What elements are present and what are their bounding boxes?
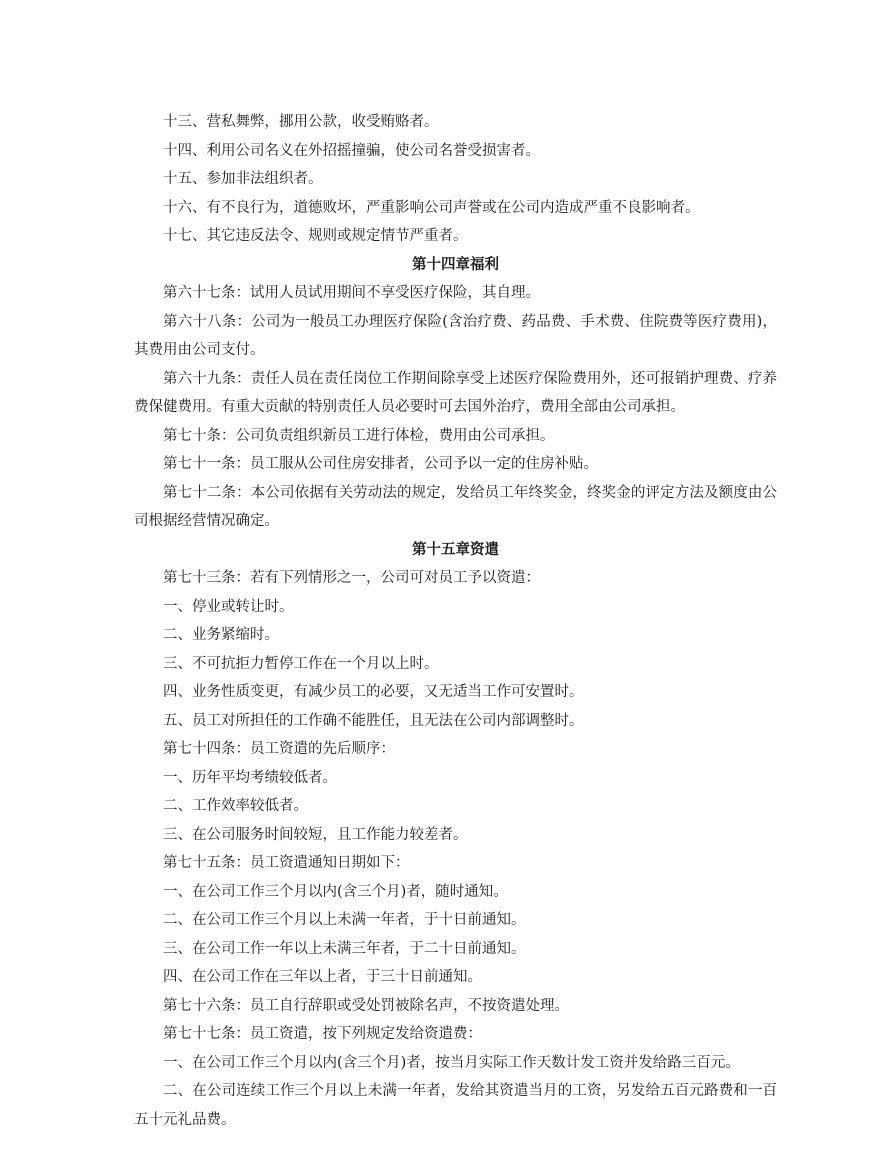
paragraph: 第七十三条：若有下列情形之一，公司可对员工予以资遣：: [163, 570, 540, 586]
paragraph: 二、工作效率较低者。: [163, 798, 308, 814]
paragraph: 三、不可抗拒力暂停工作在一个月以上时。: [163, 655, 439, 672]
paragraph: 一、在公司工作三个月以内(含三个月)者，按当月实际工作天数计发工资并发给路三百元。: [163, 1054, 740, 1071]
paragraph: 第七十一条：员工服从公司住房安排者，公司予以一定的住房补贴。: [163, 456, 598, 472]
paragraph: 第七十五条：员工资遣通知日期如下：: [163, 855, 410, 871]
paragraph: 第七十七条：员工资遣，按下列规定发给资遣费：: [163, 1026, 482, 1042]
paragraph: 十七、其它违反法令、规则或规定情节严重者。: [163, 228, 468, 244]
paragraph: 三、在公司工作一年以上未满三年者，于二十日前通知。: [163, 940, 526, 957]
paragraph: 二、业务紧缩时。: [163, 627, 279, 643]
paragraph: 一、在公司工作三个月以内(含三个月)者，随时通知。: [163, 883, 508, 900]
paragraph: 第六十九条：责任人员在责任岗位工作期间除享受上述医疗保险费用外，还可报销护理费、疗养费保健费用。有重大贡献的特别责任人员必要时可去国外治疗，费用全部由公司承担。: [134, 370, 777, 415]
paragraph: 第七十二条：本公司依据有关劳动法的规定，发给员工年终奖金，终奖金的评定方法及额度由公司根据经营情况确定。: [134, 484, 777, 529]
paragraph: 十三、营私舞弊，挪用公款，收受贿赂者。: [163, 114, 439, 130]
document-body: [134, 108, 777, 1134]
paragraph: 第七十六条：员工自行辞职或受处罚被除名声，不按资遣处理。: [163, 997, 569, 1014]
paragraph: 十六、有不良行为，道德败坏，严重影响公司声誉或在公司内造成严重不良影响者。: [163, 199, 700, 216]
paragraph: 第六十七条：试用人员试用期间不享受医疗保险，其自理。: [163, 285, 540, 301]
paragraph: 一、历年平均考绩较低者。: [163, 769, 337, 786]
chapter-heading: 第十五章资遣: [412, 541, 499, 558]
paragraph: 四、在公司工作在三年以上者，于三十日前通知。: [163, 969, 482, 985]
paragraph: 三、在公司服务时间较短，且工作能力较差者。: [163, 826, 468, 843]
chapter-heading: 第十四章福利: [412, 256, 499, 273]
paragraph: 十五、参加非法组织者。: [163, 171, 323, 187]
paragraph: 五、员工对所担任的工作确不能胜任，且无法在公司内部调整时。: [163, 712, 584, 729]
paragraph: 第六十八条：公司为一般员工办理医疗保险(含治疗费、药品费、手术费、住院费等医疗费用)，其费用由公司支付。: [134, 313, 777, 358]
paragraph: 十四、利用公司名义在外招摇撞骗，使公司名誉受损害者。: [163, 142, 540, 159]
paragraph: 四、业务性质变更，有减少员工的必要，又无适当工作可安置时。: [163, 684, 584, 700]
paragraph: 二、在公司工作三个月以上未满一年者，于十日前通知。: [163, 912, 526, 928]
paragraph: 一、停业或转让时。: [163, 598, 294, 615]
paragraph: 二、在公司连续工作三个月以上未满一年者，发给其资遣当月的工资，另发给五百元路费和一百五十元礼品费。: [134, 1083, 777, 1128]
paragraph: 第七十条：公司负责组织新员工进行体检，费用由公司承担。: [163, 427, 555, 444]
paragraph: 第七十四条：员工资遣的先后顺序：: [163, 741, 395, 757]
